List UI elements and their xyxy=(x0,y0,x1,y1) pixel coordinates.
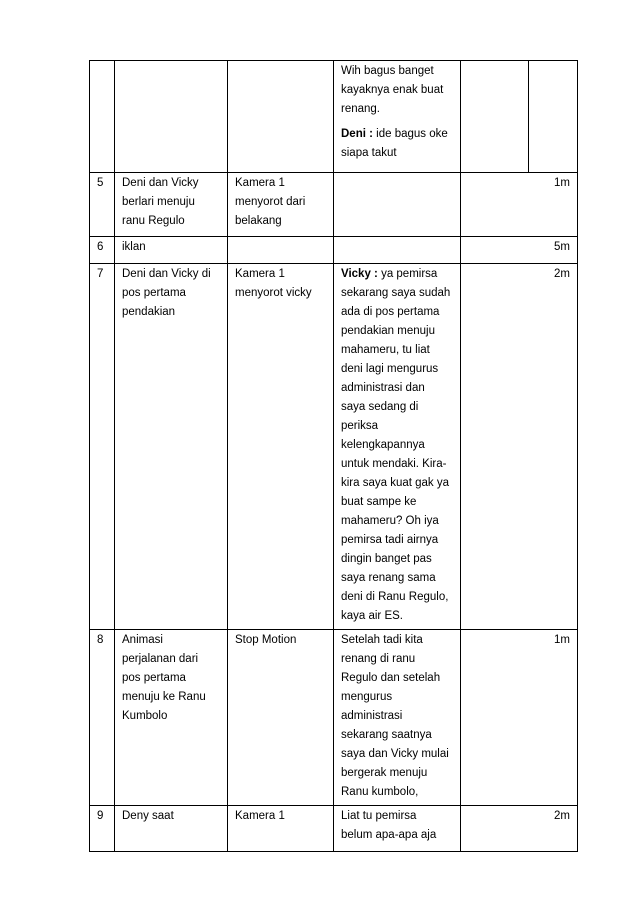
scene-line: perjalanan dari xyxy=(122,653,199,665)
scene-line: Deni dan Vicky xyxy=(122,177,199,189)
dialog-line: bergerak menuju xyxy=(341,767,428,779)
dialog-line: administrasi xyxy=(341,710,403,722)
dialog-line: renang di ranu xyxy=(341,653,416,665)
dialog-line: mahameru? Oh iya xyxy=(341,515,439,527)
dialog-text: ide bagus oke xyxy=(372,128,448,140)
dialog-line: sekarang saatnya xyxy=(341,729,432,741)
dialog-line xyxy=(341,125,453,144)
dialog-line: pemirsa tadi airnya xyxy=(341,534,439,546)
dialog-line: Regulo dan setelah xyxy=(341,672,441,684)
dialog-line: saya sedang di xyxy=(341,401,419,413)
cell-no: 5 xyxy=(90,173,115,237)
dialog-line: administrasi dan xyxy=(341,382,425,394)
speaker-label: Deni : xyxy=(341,128,373,140)
table-row xyxy=(90,630,578,806)
cell-empty xyxy=(461,173,529,237)
dialog-line: belum apa-apa aja xyxy=(341,829,437,841)
camera-line: Kamera 1 xyxy=(235,268,285,280)
dialog-line: untuk mendaki. Kira- xyxy=(341,458,447,470)
cell-duration: 2m xyxy=(529,806,578,852)
cell-duration: 1m xyxy=(529,630,578,806)
cell-camera xyxy=(228,237,334,264)
dialog-line: dingin banget pas xyxy=(341,553,432,565)
scene-line: ranu Regulo xyxy=(122,215,185,227)
dialog-line: deni di Ranu Regulo, xyxy=(341,591,449,603)
dialog-line: saya renang sama xyxy=(341,572,436,584)
scene-line: pos pertama xyxy=(122,672,186,684)
cell-duration xyxy=(529,61,578,173)
dialog-line: renang. xyxy=(341,103,381,115)
dialog-line: mahameru, tu liat xyxy=(341,344,430,356)
cell-empty xyxy=(461,237,529,264)
cell-no: 9 xyxy=(90,806,115,852)
cell-camera xyxy=(228,61,334,173)
dialog-line: deni lagi mengurus xyxy=(341,363,439,375)
cell-scene xyxy=(115,630,228,806)
cell-no: 6 xyxy=(90,237,115,264)
dialog-line: ada di pos pertama xyxy=(341,306,440,318)
scene-line: berlari menuju xyxy=(122,196,195,208)
dialog-line: kaya air ES. xyxy=(341,610,403,622)
cell-empty xyxy=(461,630,529,806)
scene-line: pendakian xyxy=(122,306,176,318)
scene-line: Kumbolo xyxy=(122,710,168,722)
dialog-line: kelengkapannya xyxy=(341,439,425,451)
cell-camera xyxy=(228,630,334,806)
camera-line: menyorot vicky xyxy=(235,287,312,299)
table-row xyxy=(90,806,578,852)
cell-scene: iklan xyxy=(115,237,228,264)
dialog-line: Setelah tadi kita xyxy=(341,634,423,646)
camera-line: Stop Motion xyxy=(235,634,297,646)
cell-camera xyxy=(228,264,334,630)
cell-empty xyxy=(461,806,529,852)
cell-no: 7 xyxy=(90,264,115,630)
cell-dialog xyxy=(334,806,461,852)
dialog-line: mengurus xyxy=(341,691,393,703)
cell-dialog xyxy=(334,61,461,173)
table-row xyxy=(90,61,578,173)
scene-line: pos pertama xyxy=(122,287,186,299)
camera-line: Kamera 1 xyxy=(235,177,285,189)
cell-camera xyxy=(228,173,334,237)
cell-dialog xyxy=(334,237,461,264)
dialog-line xyxy=(341,265,453,284)
table-row xyxy=(90,237,578,264)
table-row xyxy=(90,264,578,630)
cell-duration: 1m xyxy=(529,173,578,237)
cell-scene xyxy=(115,61,228,173)
dialog-line: buat sampe ke xyxy=(341,496,417,508)
scene-line: Animasi xyxy=(122,634,163,646)
cell-dialog xyxy=(334,630,461,806)
cell-no xyxy=(90,61,115,173)
table-row xyxy=(90,173,578,237)
cell-no: 8 xyxy=(90,630,115,806)
scene-line: Deni dan Vicky di xyxy=(122,268,211,280)
cell-dialog xyxy=(334,173,461,237)
cell-scene: Deny saat xyxy=(115,806,228,852)
dialog-line: kayaknya enak buat xyxy=(341,84,444,96)
cell-scene xyxy=(115,264,228,630)
dialog-line: periksa xyxy=(341,420,379,432)
dialog-line: siapa takut xyxy=(341,147,397,159)
cell-camera: Kamera 1 xyxy=(228,806,334,852)
cell-duration: 5m xyxy=(529,237,578,264)
camera-line: menyorot dari xyxy=(235,196,306,208)
dialog-line: sekarang saya sudah xyxy=(341,287,451,299)
script-table xyxy=(89,60,578,852)
dialog-line: Wih bagus banget xyxy=(341,65,434,77)
cell-scene xyxy=(115,173,228,237)
dialog-line: kira saya kuat gak ya xyxy=(341,477,450,489)
dialog-line: pendakian menuju xyxy=(341,325,435,337)
speaker-label: Vicky : xyxy=(341,268,378,280)
cell-duration: 2m xyxy=(529,264,578,630)
dialog-text: ya pemirsa xyxy=(377,268,438,280)
camera-line: belakang xyxy=(235,215,282,227)
scene-line: menuju ke Ranu xyxy=(122,691,206,703)
cell-empty xyxy=(461,61,529,173)
cell-empty xyxy=(461,264,529,630)
dialog-line: Liat tu pemirsa xyxy=(341,810,417,822)
cell-dialog xyxy=(334,264,461,630)
dialog-line: Ranu kumbolo, xyxy=(341,786,419,798)
dialog-line: saya dan Vicky mulai xyxy=(341,748,449,760)
